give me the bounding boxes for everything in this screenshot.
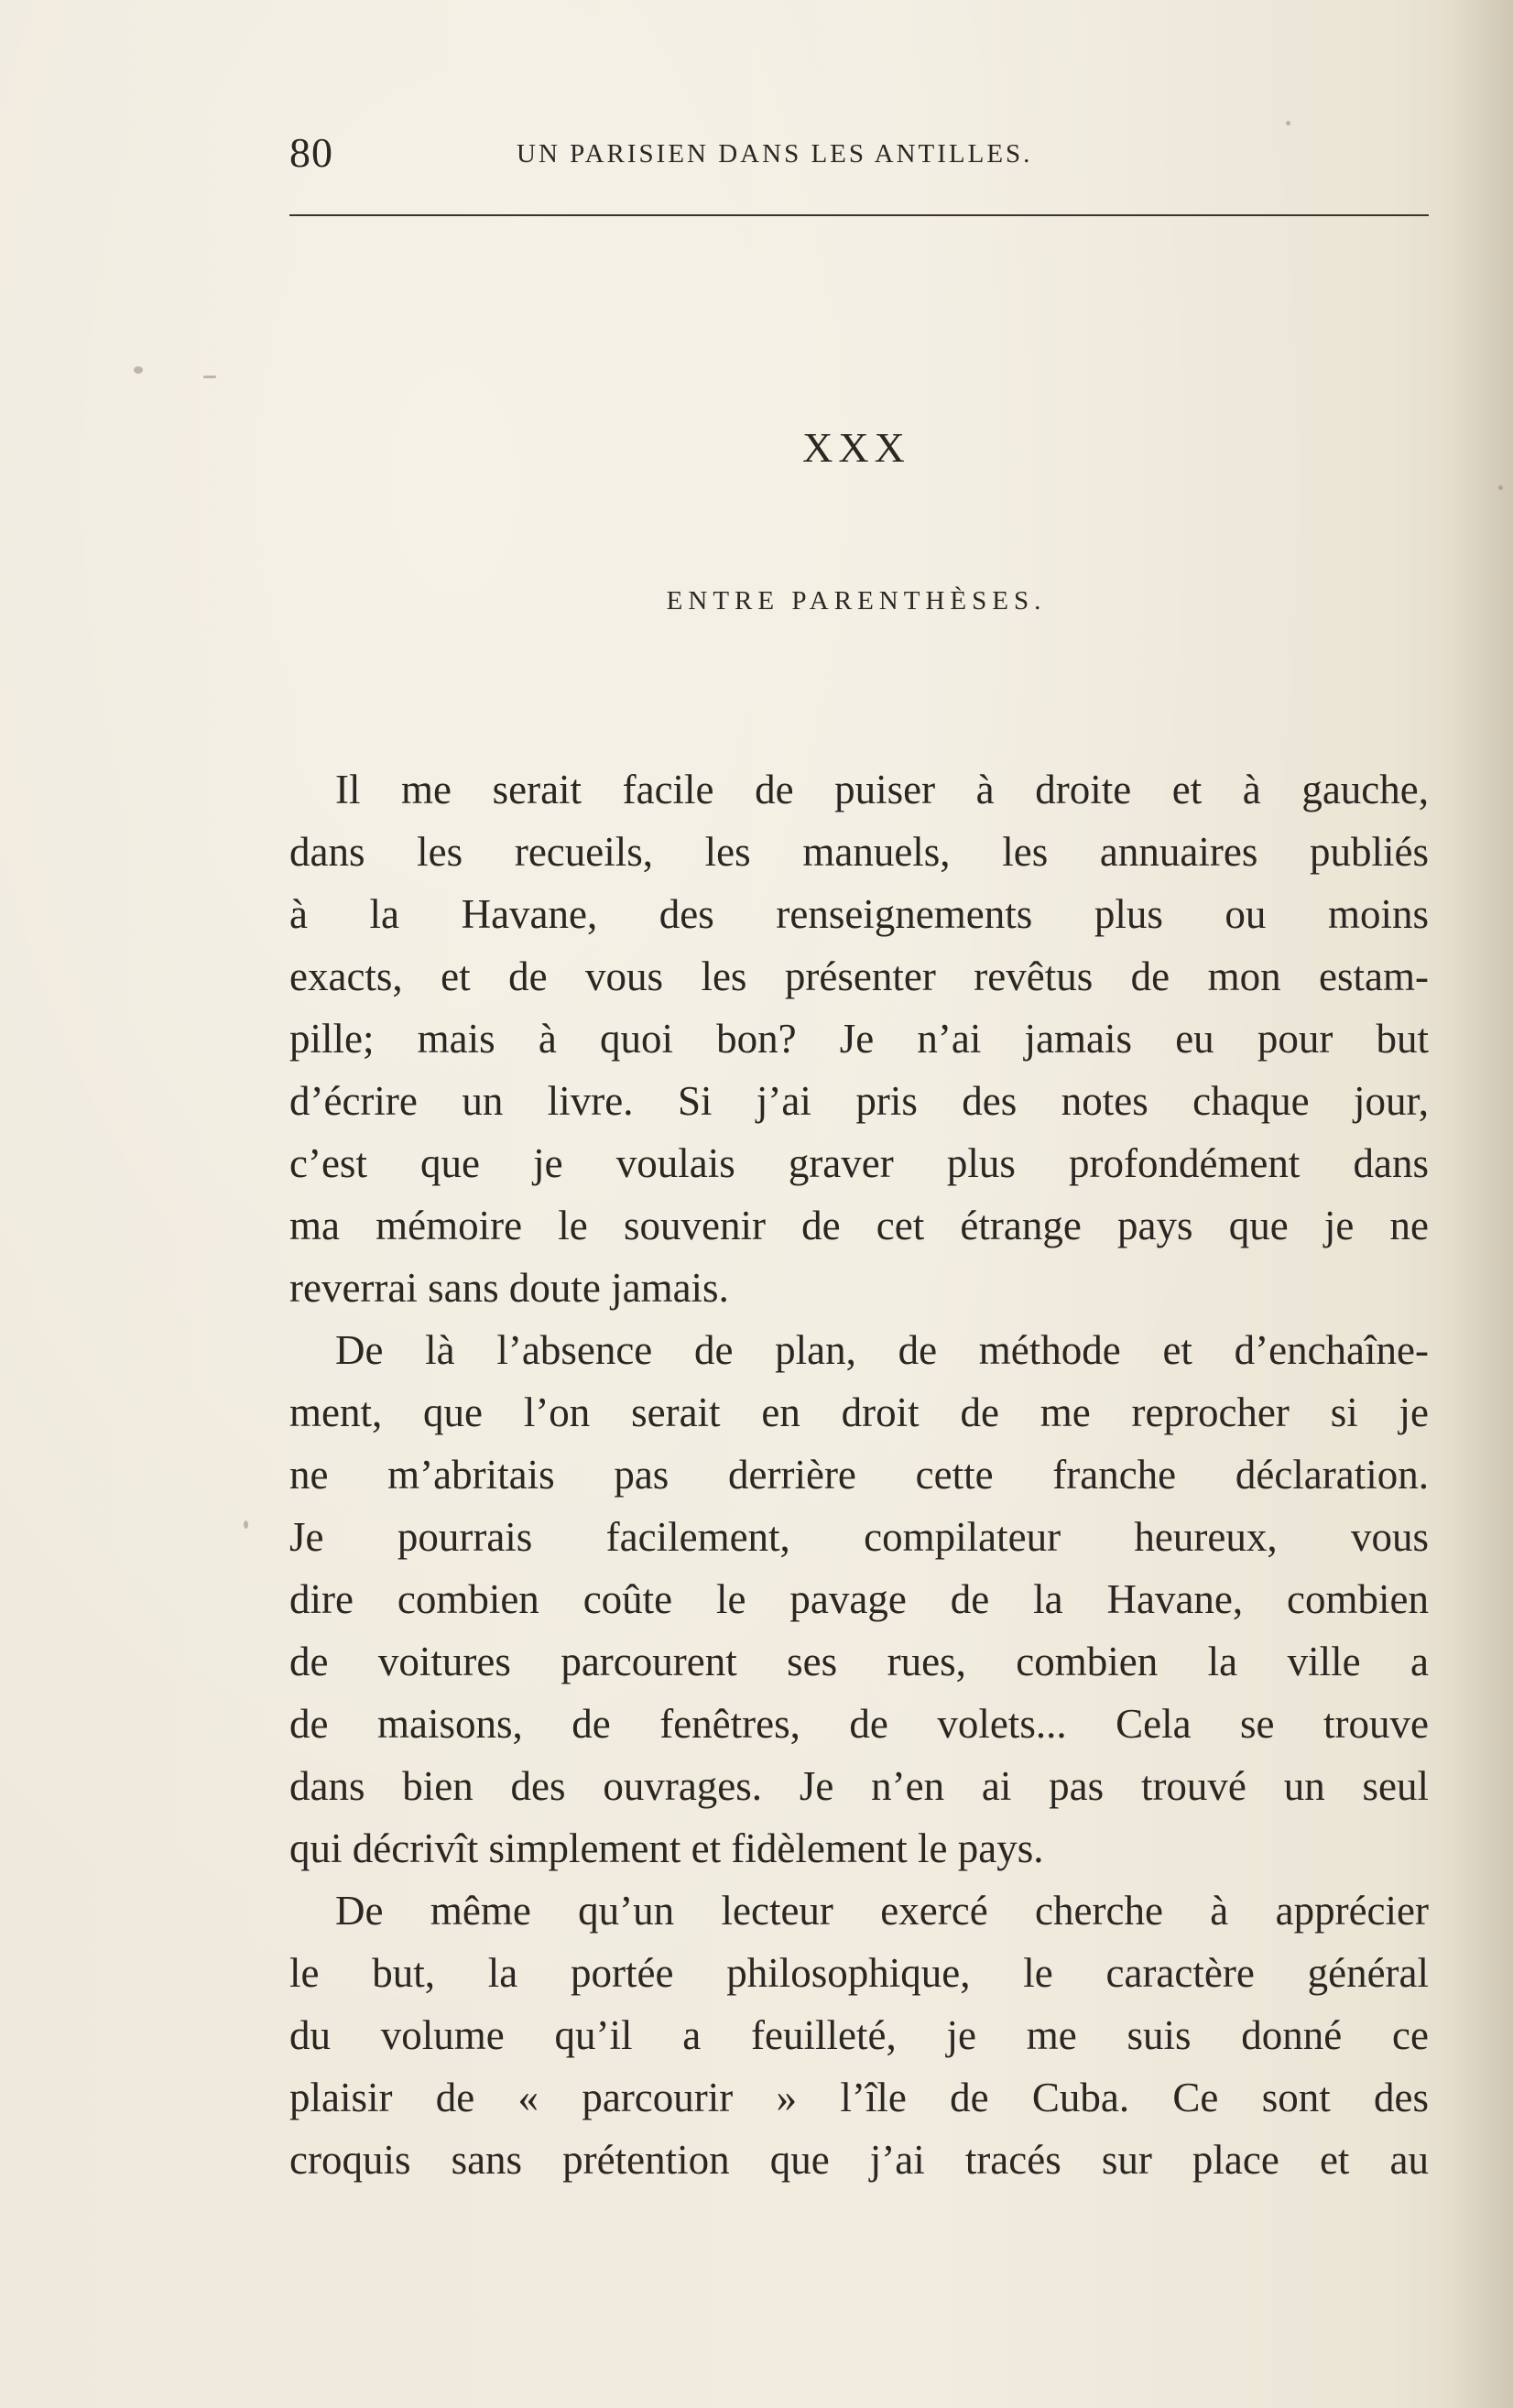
header-rule [289, 214, 1429, 216]
paper-speck [1286, 121, 1290, 125]
text-line: de maisons, de fenêtres, de volets... Cela se trouve [289, 1701, 1429, 1747]
text-line: Il me serait facile de puiser à droite et à gauche, [335, 767, 1429, 812]
running-head [289, 128, 1429, 183]
paper-speck [1498, 485, 1503, 490]
text-line: Je pourrais facilement, compilateur heureux, vous [289, 1514, 1429, 1560]
text-line: ne m’abritais pas derrière cette franche déclaration. [289, 1452, 1429, 1498]
text-line: pille; mais à quoi bon? Je n’ai jamais eu pour but [289, 1016, 1429, 1062]
text-line: exacts, et de vous les présenter revêtus de mon estam- [289, 953, 1429, 999]
page-number: 80 [289, 129, 333, 176]
text-line: De même qu’un lecteur exercé cherche à apprécier [335, 1888, 1429, 1934]
chapter-number: XXX [802, 424, 910, 471]
text-line: reverrai sans doute jamais. [289, 1265, 729, 1311]
text-line: d’écrire un livre. Si j’ai pris des notes chaque jour, [289, 1078, 1429, 1124]
text-line: croquis sans prétention que j’ai tracés sur place et au [289, 2137, 1429, 2183]
text-line: plaisir de « parcourir » l’île de Cuba. Ce sont des [289, 2075, 1429, 2120]
page-edge-shadow [1449, 0, 1513, 2408]
text-line: c’est que je voulais graver plus profondément dans [289, 1140, 1429, 1186]
text-line: dans les recueils, les manuels, les annuaires publiés [289, 829, 1429, 875]
body-text [289, 758, 1429, 2191]
text-line: ment, que l’on serait en droit de me reprocher si je [289, 1389, 1429, 1435]
text-line: De là l’absence de plan, de méthode et d’enchaîne- [335, 1327, 1429, 1373]
text-line: ma mémoire le souvenir de cet étrange pays que je ne [289, 1203, 1429, 1248]
paper-speck [244, 1520, 248, 1529]
text-line: le but, la portée philosophique, le caractère général [289, 1950, 1429, 1996]
text-line: qui décrivît simplement et fidèlement le pays. [289, 1825, 1044, 1871]
running-title: UN PARISIEN DANS LES ANTILLES. [517, 139, 1033, 169]
text-line: dans bien des ouvrages. Je n’en ai pas trouvé un seul [289, 1763, 1429, 1809]
paper-speck [203, 376, 216, 378]
text-line: dire combien coûte le pavage de la Havane, combien [289, 1576, 1429, 1622]
text-line: à la Havane, des renseignements plus ou moins [289, 891, 1429, 937]
text-line: du volume qu’il a feuilleté, je me suis donné ce [289, 2012, 1429, 2058]
text-line: de voitures parcourent ses rues, combien la ville a [289, 1639, 1429, 1684]
paper-speck [134, 366, 143, 374]
chapter-title: ENTRE PARENTHÈSES. [666, 586, 1047, 616]
